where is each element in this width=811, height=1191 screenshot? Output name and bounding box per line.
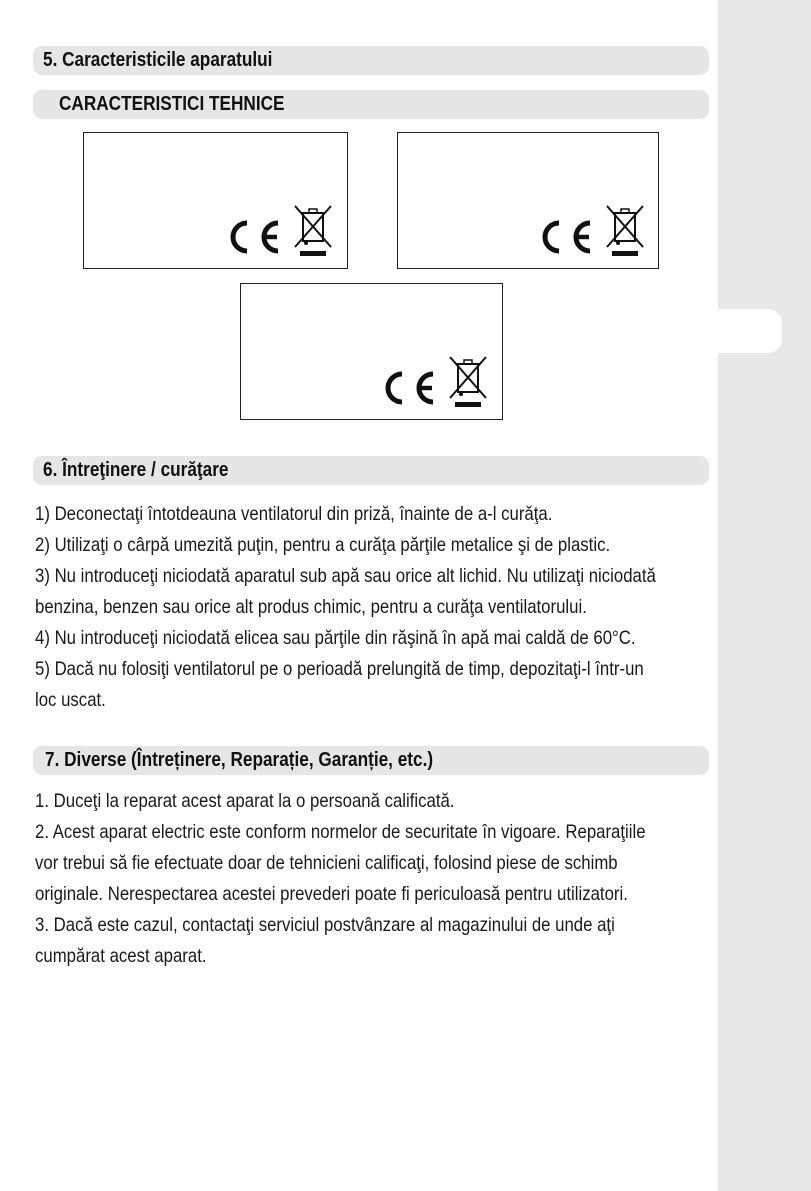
misc-line: 2. Acest aparat electric este conform normelor de securitate în vigoare. Reparaţiile (35, 821, 646, 843)
maintenance-line: 1) Deconectaţi întotdeauna ventilatorul din priză, înainte de a-l curăţa. (35, 503, 553, 525)
maintenance-line: 2) Utilizaţi o cârpă umezită puţin, pentru a curăţa părţile metalice şi de plastic. (35, 534, 611, 556)
misc-line: originale. Nerespectarea acestei prevederi poate fi periculoasă pentru utilizatori. (35, 883, 628, 905)
side-margin-strip (718, 0, 811, 1191)
section-7-body (35, 786, 715, 972)
ce-mark-icon (375, 368, 439, 408)
ce-mark-icon (220, 217, 284, 257)
section-7-heading: 7. Diverse (Întreținere, Reparație, Garanție, etc.) (33, 746, 709, 775)
misc-line: cumpărat acest aparat. (35, 945, 207, 967)
section-5-heading: 5. Caracteristicile aparatului (33, 46, 709, 75)
misc-line: 1. Duceţi la reparat acest aparat la o persoană calificată. (35, 790, 455, 812)
maintenance-line: benzina, benzen sau orice alt produs chimic, pentru a curăţa ventilatorului. (35, 596, 587, 618)
maintenance-line: 4) Nu introduceţi niciodată elicea sau părţile din răşină în apă mai caldă de 60°C. (35, 627, 636, 649)
weee-crossed-bin-icon (292, 205, 334, 257)
weee-crossed-bin-icon (604, 205, 646, 257)
section-6-heading: 6. Întreţinere / curăţare (33, 456, 709, 485)
tech-specs-heading: CARACTERISTICI TEHNICE (33, 90, 709, 119)
section-6-body (35, 499, 715, 716)
rating-label-1 (83, 132, 348, 269)
misc-line: vor trebui să fie efectuate doar de tehnicieni calificaţi, folosind piese de schimb (35, 852, 618, 874)
rating-label-2 (397, 132, 659, 269)
weee-crossed-bin-icon (447, 356, 489, 408)
maintenance-line: 3) Nu introduceţi niciodată aparatul sub apă sau orice alt lichid. Nu utilizaţi niciodată (35, 565, 656, 587)
maintenance-line: loc uscat. (35, 689, 106, 711)
chapter-tab (718, 309, 782, 353)
misc-line: 3. Dacă este cazul, contactaţi serviciul postvânzare al magazinului de unde aţi (35, 914, 615, 936)
ce-mark-icon (532, 217, 596, 257)
maintenance-line: 5) Dacă nu folosiţi ventilatorul pe o perioadă prelungită de timp, depozitaţi-l într-un (35, 658, 644, 680)
rating-label-3 (240, 283, 503, 420)
